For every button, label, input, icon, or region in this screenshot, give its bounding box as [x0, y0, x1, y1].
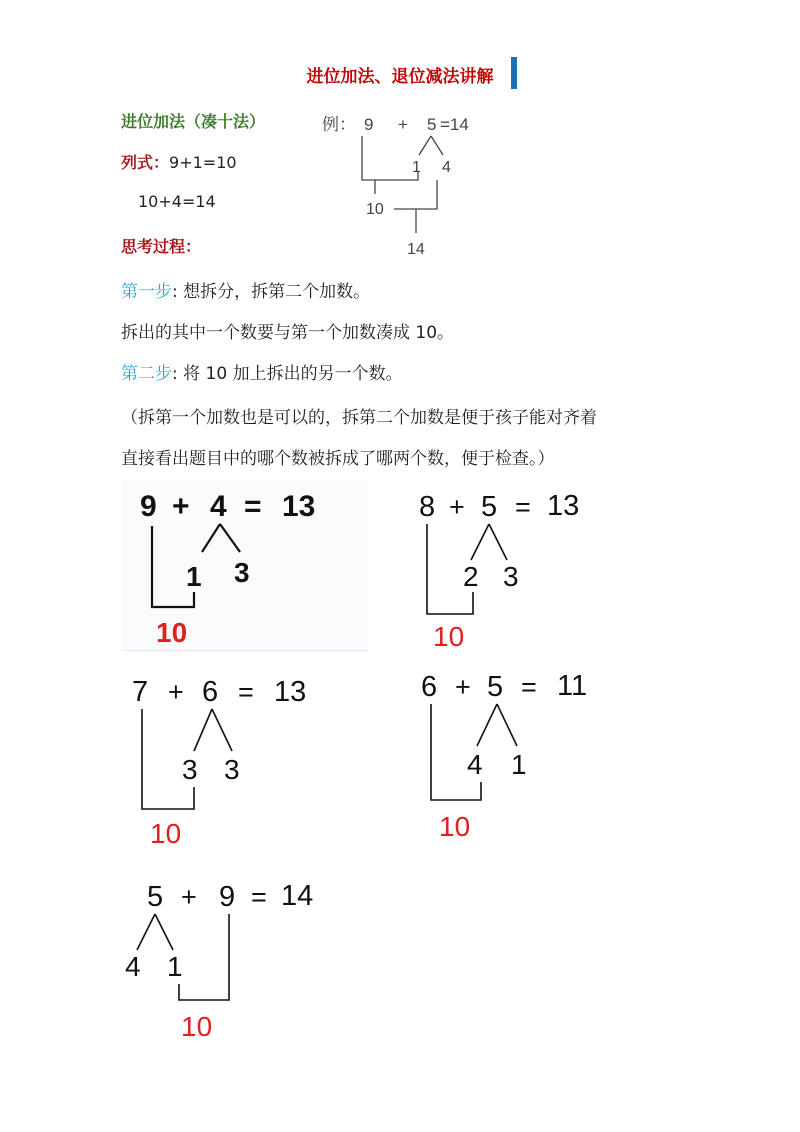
formula-value-1: 9+1=10	[169, 153, 237, 172]
formula-label: 列式：	[121, 153, 170, 172]
diagram-5-split-right	[155, 914, 173, 950]
diagram-1-ten: 10	[156, 617, 188, 648]
formula-line-2: 10+4=14	[138, 192, 216, 211]
diagram-3-split-1: 3	[182, 754, 198, 785]
example-bracket-sum	[394, 180, 437, 209]
thinking-heading: 思考过程：	[121, 237, 202, 256]
diagram-4-ten: 10	[439, 811, 471, 842]
diagram-3-b: 6	[202, 676, 219, 708]
step-2-text: 将 10 加上拆出的另一个数。	[177, 364, 403, 384]
diagram-1-result: 13	[282, 490, 316, 523]
step-2-label: 第二步	[121, 364, 172, 384]
diagram-4-split-1: 4	[467, 749, 483, 780]
diagram-4-eq: =	[521, 672, 537, 702]
diagram-4-a: 6	[421, 671, 438, 703]
example-op: +	[398, 115, 408, 134]
section-heading-carry-addition: 进位加法（凑十法）	[121, 112, 266, 131]
diagram-5-op: +	[181, 882, 197, 912]
diagram-2-result: 13	[547, 490, 580, 522]
diagram-1-split-left	[202, 524, 220, 552]
diagram-5-split-2: 1	[167, 951, 183, 982]
diagram-2-eq: =	[515, 492, 531, 522]
diagram-2-split-right	[489, 524, 507, 560]
example-split-line-right	[431, 136, 443, 155]
example-b: 5	[427, 115, 437, 134]
step-1-label: 第一步	[121, 282, 172, 302]
diagram-5-b: 9	[219, 881, 236, 913]
step-1-sep: :	[172, 282, 178, 302]
diagram-2-split-1: 2	[463, 561, 479, 592]
diagram-5-eq: =	[251, 882, 267, 912]
diagram-5-ten: 10	[181, 1011, 213, 1042]
example-diagram	[320, 108, 500, 260]
diagram-4	[405, 660, 625, 850]
example-split-2: 4	[442, 159, 451, 176]
step-1-line	[121, 277, 370, 302]
diagram-5-split-1: 4	[125, 951, 141, 982]
diagram-1-op: +	[172, 490, 190, 523]
note-line-1: （拆第一个加数也是可以的，拆第二个加数是便于孩子能对齐着	[121, 408, 597, 428]
example-split-1: 1	[412, 159, 421, 176]
diagram-4-split-left	[477, 704, 497, 746]
diagram-2-ten: 10	[433, 621, 465, 652]
diagram-5-a: 5	[147, 881, 164, 913]
diagram-3	[122, 665, 342, 855]
example-a: 9	[364, 115, 374, 134]
example-ten: 10	[366, 201, 384, 218]
diagram-3-eq: =	[238, 677, 254, 707]
diagram-1-divider	[122, 650, 368, 651]
diagram-1	[122, 480, 368, 650]
diagram-5-result: 14	[281, 880, 314, 912]
note-line-2: 直接看出题目中的哪个数被拆成了哪两个数，便于检查。）	[121, 449, 555, 469]
diagram-1-split-1: 1	[186, 561, 202, 592]
diagram-1-split-right	[220, 524, 240, 552]
example-bracket-ten	[362, 136, 418, 180]
diagram-1-a: 9	[140, 490, 157, 523]
diagram-5-split-left	[137, 914, 155, 950]
step-1-text: 想拆分，拆第二个加数。	[177, 282, 371, 302]
example-split-line-left	[419, 136, 431, 155]
diagram-4-b: 5	[487, 671, 504, 703]
diagram-3-result: 13	[274, 676, 307, 708]
diagram-3-split-left	[194, 709, 212, 751]
diagram-5	[115, 870, 345, 1050]
diagram-4-op: +	[455, 672, 471, 702]
step-2-line	[121, 359, 403, 384]
title-accent-bar	[511, 57, 517, 89]
diagram-1-b: 4	[210, 490, 227, 523]
diagram-5-bracket	[179, 914, 229, 1000]
diagram-2	[405, 480, 625, 655]
diagram-4-split-2: 1	[511, 749, 527, 780]
diagram-3-a: 7	[132, 676, 149, 708]
example-answer: 14	[407, 241, 425, 258]
diagram-1-split-2: 3	[234, 557, 250, 588]
diagram-2-split-left	[471, 524, 489, 560]
step-1-detail: 拆出的其中一个数要与第一个加数凑成 10。	[121, 323, 455, 343]
diagram-4-split-right	[497, 704, 517, 746]
diagram-2-split-2: 3	[503, 561, 519, 592]
formula-line-1	[121, 150, 237, 173]
diagram-1-eq: =	[244, 490, 262, 523]
diagram-4-result: 11	[557, 670, 588, 702]
diagram-2-a: 8	[419, 491, 436, 523]
diagram-3-split-2: 3	[224, 754, 240, 785]
page-title: 进位加法、退位减法讲解	[306, 67, 494, 87]
step-2-sep: :	[172, 364, 178, 384]
diagram-2-b: 5	[481, 491, 498, 523]
diagram-3-ten: 10	[150, 818, 182, 849]
diagram-3-split-right	[212, 709, 232, 751]
diagram-3-op: +	[168, 677, 184, 707]
diagram-2-op: +	[449, 492, 465, 522]
example-prefix: 例：	[322, 115, 356, 134]
example-result: =14	[440, 115, 469, 134]
